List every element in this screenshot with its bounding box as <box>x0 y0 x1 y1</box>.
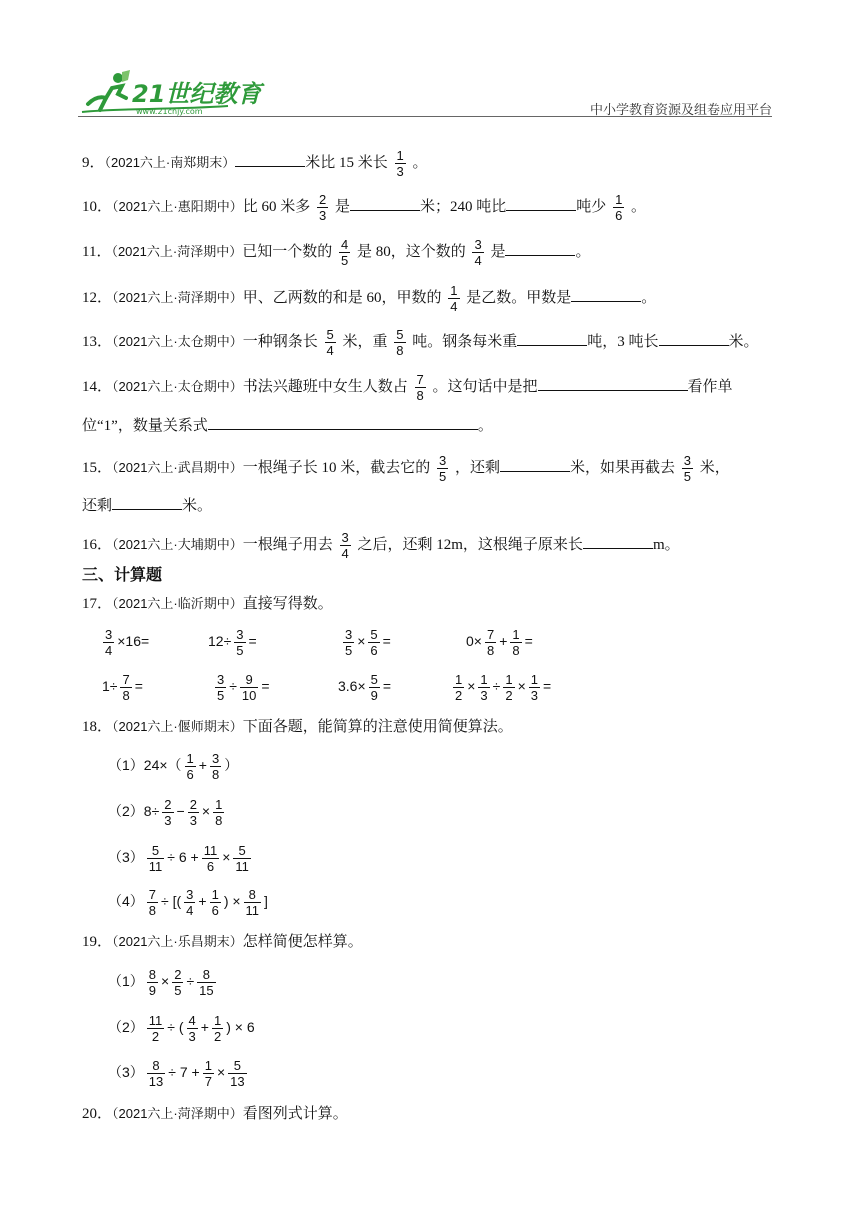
question-number: 12． <box>82 289 113 306</box>
denominator: 3 <box>189 813 197 828</box>
calc-text: 12÷ <box>208 633 232 650</box>
question-text: 之后，还剩 12m，这根绳子原来长 <box>357 536 583 553</box>
question-number: 15． <box>82 459 113 476</box>
sub-text: （2） <box>108 1019 144 1036</box>
calc-item <box>102 672 143 703</box>
question-source: （2021六上·偃师期末） <box>112 719 243 734</box>
denominator: 5 <box>340 253 349 268</box>
question-source: （2021六上·菏泽期中） <box>111 243 243 259</box>
denominator: 4 <box>326 343 334 358</box>
numerator: 3 <box>683 453 692 468</box>
numerator: 8 <box>248 887 256 902</box>
fraction <box>244 887 262 918</box>
question-18 <box>82 716 513 738</box>
question-10 <box>82 192 646 223</box>
denominator: 8 <box>396 343 404 358</box>
calc-text: × <box>517 678 526 695</box>
header-divider <box>78 116 772 117</box>
question-text: 下面各题，能简算的注意使用简便算法。 <box>242 719 513 735</box>
answer-blank[interactable] <box>506 194 576 211</box>
calc-item <box>338 672 391 703</box>
denominator: 8 <box>122 688 130 703</box>
question-source: （2021六上·南郑期末） <box>104 154 236 170</box>
fraction <box>147 967 158 998</box>
denominator: 5 <box>439 469 447 484</box>
denominator: 5 <box>345 643 353 658</box>
logo-url: www.21cnjy.com <box>136 107 203 116</box>
fraction <box>162 797 173 828</box>
fraction <box>147 1058 165 1089</box>
fraction <box>394 327 405 358</box>
question-text: 米。 <box>728 333 759 350</box>
section-title: 三、计算题 <box>82 567 163 584</box>
numerator: 8 <box>148 967 157 982</box>
question-text: 。 <box>575 243 591 260</box>
answer-blank[interactable] <box>659 329 729 346</box>
denominator: 3 <box>188 1029 196 1044</box>
calc-text: ÷ <box>229 678 237 695</box>
numerator: 5 <box>396 327 404 342</box>
denominator: 6 <box>615 208 623 223</box>
fraction <box>472 237 483 268</box>
fraction <box>228 1058 246 1089</box>
denominator: 6 <box>186 767 194 782</box>
fraction <box>202 843 220 874</box>
answer-blank[interactable] <box>112 493 182 510</box>
sub-text: （3） <box>108 1064 144 1081</box>
fraction <box>317 192 328 223</box>
fraction <box>234 627 245 658</box>
question-number: 14． <box>82 378 113 395</box>
denominator: 4 <box>450 299 458 314</box>
numerator: 8 <box>152 1058 160 1073</box>
sub-problem-3: （3） $\frac{5}{11}$ ÷ 6 + $\frac{11}{6}$ × $\frac{5}{11}$ <box>108 843 249 874</box>
question-15 <box>82 453 730 484</box>
calc-text: + <box>499 633 508 650</box>
numerator: 1 <box>186 751 194 766</box>
calc-text: = <box>134 678 143 695</box>
sub-problem-4: （4） $\frac{7}{8}$ ÷ [( $\frac{3}{4}$ + $\frac{1}{6}$ ) × $\frac{8}{11}$ ] <box>108 887 268 918</box>
denominator: 2 <box>147 1028 165 1044</box>
denominator: 15 <box>199 983 214 998</box>
question-text: 。 <box>631 198 647 215</box>
answer-blank[interactable] <box>517 329 587 346</box>
sub-problem-1: （1）24×（ $\frac{1}{6}$ + $\frac{3}{8}$ ） <box>108 751 239 782</box>
calc-text: 1÷ <box>102 678 118 695</box>
question-number: 19． <box>82 934 113 950</box>
question-text: 位“1”，数量关系式 <box>82 418 208 434</box>
sub-problem-3: （3） $\frac{8}{13}$ ÷ 7 + $\frac{1}{7}$ × $\frac{5}{13}$ <box>108 1058 245 1089</box>
question-text: 怎样简便怎样算。 <box>242 934 363 950</box>
question-text: 。 <box>412 154 428 171</box>
question-source: （2021六上·菏泽期中） <box>112 1106 243 1121</box>
numerator: 11 <box>148 1013 163 1028</box>
numerator: 3 <box>105 627 113 642</box>
numerator: 2 <box>164 797 172 812</box>
fraction <box>188 797 199 828</box>
question-text: 书法兴趣班中女生人数占 <box>242 378 408 395</box>
denominator: 8 <box>215 813 223 828</box>
numerator: 1 <box>530 672 538 687</box>
numerator: 5 <box>151 843 160 858</box>
sub-text: （4） <box>108 893 144 910</box>
denominator: 5 <box>217 688 225 703</box>
question-text: 米；240 吨比 <box>420 198 507 215</box>
fraction <box>437 453 448 484</box>
calc-item <box>212 672 270 703</box>
page-header <box>0 0 860 120</box>
denominator: 11 <box>235 859 249 874</box>
denominator: 3 <box>480 688 488 703</box>
denominator: 11 <box>245 903 260 918</box>
answer-blank[interactable] <box>235 150 305 167</box>
answer-blank[interactable] <box>538 374 688 391</box>
question-source: （2021六上·菏泽期中） <box>112 289 243 305</box>
calc-text: 3.6× <box>338 678 366 695</box>
question-text: 米比 15 米长 <box>305 154 388 171</box>
fraction <box>210 887 221 918</box>
denominator: 6 <box>211 903 219 918</box>
fraction <box>185 751 196 782</box>
question-text: 米。 <box>182 498 213 514</box>
fraction <box>172 967 183 998</box>
calc-text: = <box>543 678 552 695</box>
question-source: （2021六上·乐昌期末） <box>112 934 243 949</box>
denominator: 3 <box>164 813 172 828</box>
numerator: 3 <box>211 751 220 766</box>
fraction <box>453 672 464 703</box>
fraction <box>147 887 158 918</box>
numerator: 1 <box>480 672 488 687</box>
question-text: ，还剩 <box>455 459 501 476</box>
denominator: 7 <box>204 1074 212 1089</box>
question-number: 13． <box>82 333 113 350</box>
denominator: 9 <box>148 983 157 998</box>
denominator: 3 <box>530 688 538 703</box>
sub-text: ） <box>224 757 239 774</box>
numerator: 1 <box>455 672 463 687</box>
numerator: 3 <box>236 627 244 642</box>
question-source: （2021六上·临沂期中） <box>112 596 243 611</box>
fraction <box>613 192 624 223</box>
calc-text: 0× <box>466 633 482 650</box>
denominator: 4 <box>474 253 482 268</box>
fraction <box>682 453 693 484</box>
answer-blank[interactable] <box>505 239 575 256</box>
sub-problem-2: （2）8÷ $\frac{2}{3}$ − $\frac{2}{3}$ × $\frac{1}{8}$ <box>108 797 223 828</box>
question-text: 米，重 <box>342 333 388 350</box>
denominator: 2 <box>505 688 513 703</box>
question-text: 直接写得数。 <box>242 596 333 612</box>
calc-item <box>208 627 257 658</box>
question-text: 一根绳子长 10 米，截去它的 <box>242 459 431 476</box>
fraction <box>503 672 514 703</box>
numerator: 4 <box>188 1013 196 1028</box>
sub-text: （2）8÷ <box>108 803 160 820</box>
question-text: 米，如果再截去 <box>570 459 676 476</box>
question-text: 一种钢条长 <box>242 333 318 350</box>
calc-text: × <box>357 633 366 650</box>
question-text: 还剩 <box>82 498 113 514</box>
numerator: 4 <box>340 237 349 252</box>
sub-problem-2: （2） $\frac{11}{2}$ ÷ ( $\frac{4}{3}$ + $\frac{1}{2}$ ) × 6 <box>108 1013 255 1044</box>
question-text: 已知一个数的 <box>242 243 333 260</box>
question-source: （2021六上·武昌期中） <box>112 459 243 475</box>
question-text: 吨少 <box>576 198 607 215</box>
sub-problem-1: （1） $\frac{8}{9}$ × $\frac{2}{5}$ ÷ $\frac{8}{15}$ <box>108 967 214 998</box>
denominator: 10 <box>241 688 257 703</box>
question-14-line-2 <box>82 413 493 437</box>
calc-item <box>450 672 551 703</box>
fraction <box>215 672 226 703</box>
denominator: 8 <box>148 903 157 918</box>
denominator: 4 <box>105 643 113 658</box>
logo <box>78 68 268 116</box>
question-text: 。这句话中是把 <box>432 378 538 395</box>
fraction <box>368 627 379 658</box>
denominator: 8 <box>416 388 424 403</box>
question-text: 吨。钢条每米重 <box>412 333 518 350</box>
question-source: （2021六上·大埔期中） <box>112 536 243 552</box>
question-text: 是 <box>490 243 506 260</box>
sub-text: （1） <box>108 973 144 990</box>
question-text: 。 <box>641 289 657 306</box>
fraction <box>213 797 224 828</box>
fraction <box>415 372 426 403</box>
denominator: 8 <box>486 643 495 658</box>
logo-text: 21世纪教育 <box>132 80 262 108</box>
sub-text: （1）24×（ <box>108 757 182 774</box>
question-14 <box>82 372 733 403</box>
question-number: 11． <box>82 243 112 260</box>
fraction <box>339 237 350 268</box>
question-text: 一根绳子用去 <box>242 536 333 553</box>
question-text: 吨，3 吨长 <box>587 333 659 350</box>
fraction <box>147 843 165 874</box>
numerator: 1 <box>211 887 219 902</box>
fraction <box>478 672 489 703</box>
numerator: 3 <box>341 530 349 545</box>
calc-text: = <box>248 633 257 650</box>
question-11 <box>82 237 590 268</box>
fraction <box>103 627 114 658</box>
calc-item <box>100 627 149 658</box>
question-19 <box>82 931 363 953</box>
numerator: 2 <box>189 797 197 812</box>
denominator: 2 <box>455 688 463 703</box>
answer-blank[interactable] <box>350 194 420 211</box>
question-number: 18． <box>82 719 113 735</box>
question-text: 是 80，这个数的 <box>356 243 466 260</box>
question-15-line-2 <box>82 493 212 517</box>
numerator: 1 <box>450 283 458 298</box>
denominator: 5 <box>683 469 692 484</box>
denominator: 4 <box>186 903 194 918</box>
denominator: 9 <box>370 688 378 703</box>
fraction <box>343 627 354 658</box>
numerator: 1 <box>396 148 404 163</box>
denominator: 11 <box>148 859 163 874</box>
fraction <box>203 1058 214 1089</box>
numerator: 1 <box>204 1058 212 1073</box>
numerator: 8 <box>202 967 210 982</box>
fraction <box>233 843 251 874</box>
denominator: 13 <box>230 1074 245 1089</box>
fraction <box>184 887 195 918</box>
numerator: 3 <box>439 453 447 468</box>
question-text: 。 <box>477 418 493 434</box>
numerator: 9 <box>245 672 253 687</box>
numerator: 1 <box>615 192 623 207</box>
header-tagline: 中小学教育资源及组卷应用平台 <box>589 102 772 117</box>
numerator: 3 <box>186 887 194 902</box>
numerator: 5 <box>233 1058 241 1073</box>
denominator: 8 <box>211 767 220 782</box>
answer-blank[interactable] <box>500 455 570 472</box>
denominator: 3 <box>319 208 327 223</box>
denominator: 6 <box>370 643 378 658</box>
question-number: 17． <box>82 596 113 612</box>
question-source: （2021六上·太仓期中） <box>112 333 243 349</box>
question-text: m。 <box>652 536 680 553</box>
fraction <box>529 672 540 703</box>
question-16 <box>82 530 680 561</box>
denominator: 4 <box>341 546 349 561</box>
fraction <box>187 1013 198 1044</box>
answer-blank[interactable] <box>583 532 653 549</box>
question-text: 是乙数。甲数是 <box>466 289 572 306</box>
question-17 <box>82 593 333 615</box>
fraction <box>510 627 521 658</box>
question-13 <box>82 327 759 358</box>
fraction <box>147 1013 165 1044</box>
denominator: 2 <box>213 1029 222 1044</box>
fraction <box>325 327 336 358</box>
question-text: 甲、乙两数的和是 60，甲数的 <box>242 289 442 306</box>
question-12 <box>82 283 656 314</box>
question-number: 9． <box>82 154 105 171</box>
question-number: 16． <box>82 536 113 553</box>
denominator: 3 <box>396 164 404 179</box>
numerator: 7 <box>122 672 130 687</box>
sub-text: （3） <box>108 849 144 866</box>
question-source: （2021六上·惠阳期中） <box>112 198 243 214</box>
question-source: （2021六上·太仓期中） <box>112 378 243 394</box>
question-text: 看图列式计算。 <box>242 1106 348 1122</box>
question-number: 20． <box>82 1106 113 1122</box>
fraction <box>240 672 258 703</box>
numerator: 1 <box>505 672 513 687</box>
calc-text: = <box>261 678 270 695</box>
answer-blank[interactable] <box>208 413 478 430</box>
calc-item <box>466 627 533 658</box>
calc-text: = <box>524 633 533 650</box>
denominator: 6 <box>202 858 220 874</box>
fraction <box>212 1013 223 1044</box>
question-text: 看作单 <box>687 378 733 395</box>
numerator: 1 <box>512 627 520 642</box>
denominator: 8 <box>512 643 520 658</box>
question-text: 是 <box>335 198 351 215</box>
numerator: 5 <box>326 327 334 342</box>
calc-item <box>340 627 391 658</box>
numerator: 3 <box>345 627 353 642</box>
denominator: 5 <box>174 983 182 998</box>
numerator: 2 <box>319 192 327 207</box>
numerator: 3 <box>217 672 225 687</box>
fraction <box>448 283 459 314</box>
calc-text: = <box>382 678 392 695</box>
fraction <box>369 672 380 703</box>
numerator: 11 <box>203 843 218 858</box>
calc-text: ×16= <box>117 633 150 650</box>
runner-logo-icon <box>78 68 268 116</box>
calc-text: = <box>382 633 391 650</box>
denominator: 13 <box>148 1074 164 1089</box>
fraction <box>485 627 496 658</box>
numerator: 5 <box>370 627 378 642</box>
numerator: 3 <box>474 237 482 252</box>
answer-blank[interactable] <box>571 285 641 302</box>
question-number: 10． <box>82 198 113 215</box>
numerator: 7 <box>148 887 157 902</box>
fraction <box>340 530 351 561</box>
question-text: 比 60 米多 <box>242 198 311 215</box>
numerator: 1 <box>215 797 223 812</box>
calc-text: × <box>467 678 476 695</box>
question-9 <box>82 148 428 179</box>
question-20 <box>82 1103 348 1125</box>
numerator: 7 <box>416 372 424 387</box>
denominator: 5 <box>236 643 244 658</box>
fraction <box>395 148 406 179</box>
numerator: 5 <box>370 672 378 687</box>
numerator: 2 <box>174 967 182 982</box>
numerator: 5 <box>238 843 246 858</box>
fraction <box>120 672 131 703</box>
calc-text: ÷ <box>492 678 501 695</box>
question-text: 米， <box>699 459 730 476</box>
fraction <box>210 751 221 782</box>
fraction <box>197 967 215 998</box>
numerator: 7 <box>486 627 495 642</box>
numerator: 1 <box>213 1013 222 1028</box>
